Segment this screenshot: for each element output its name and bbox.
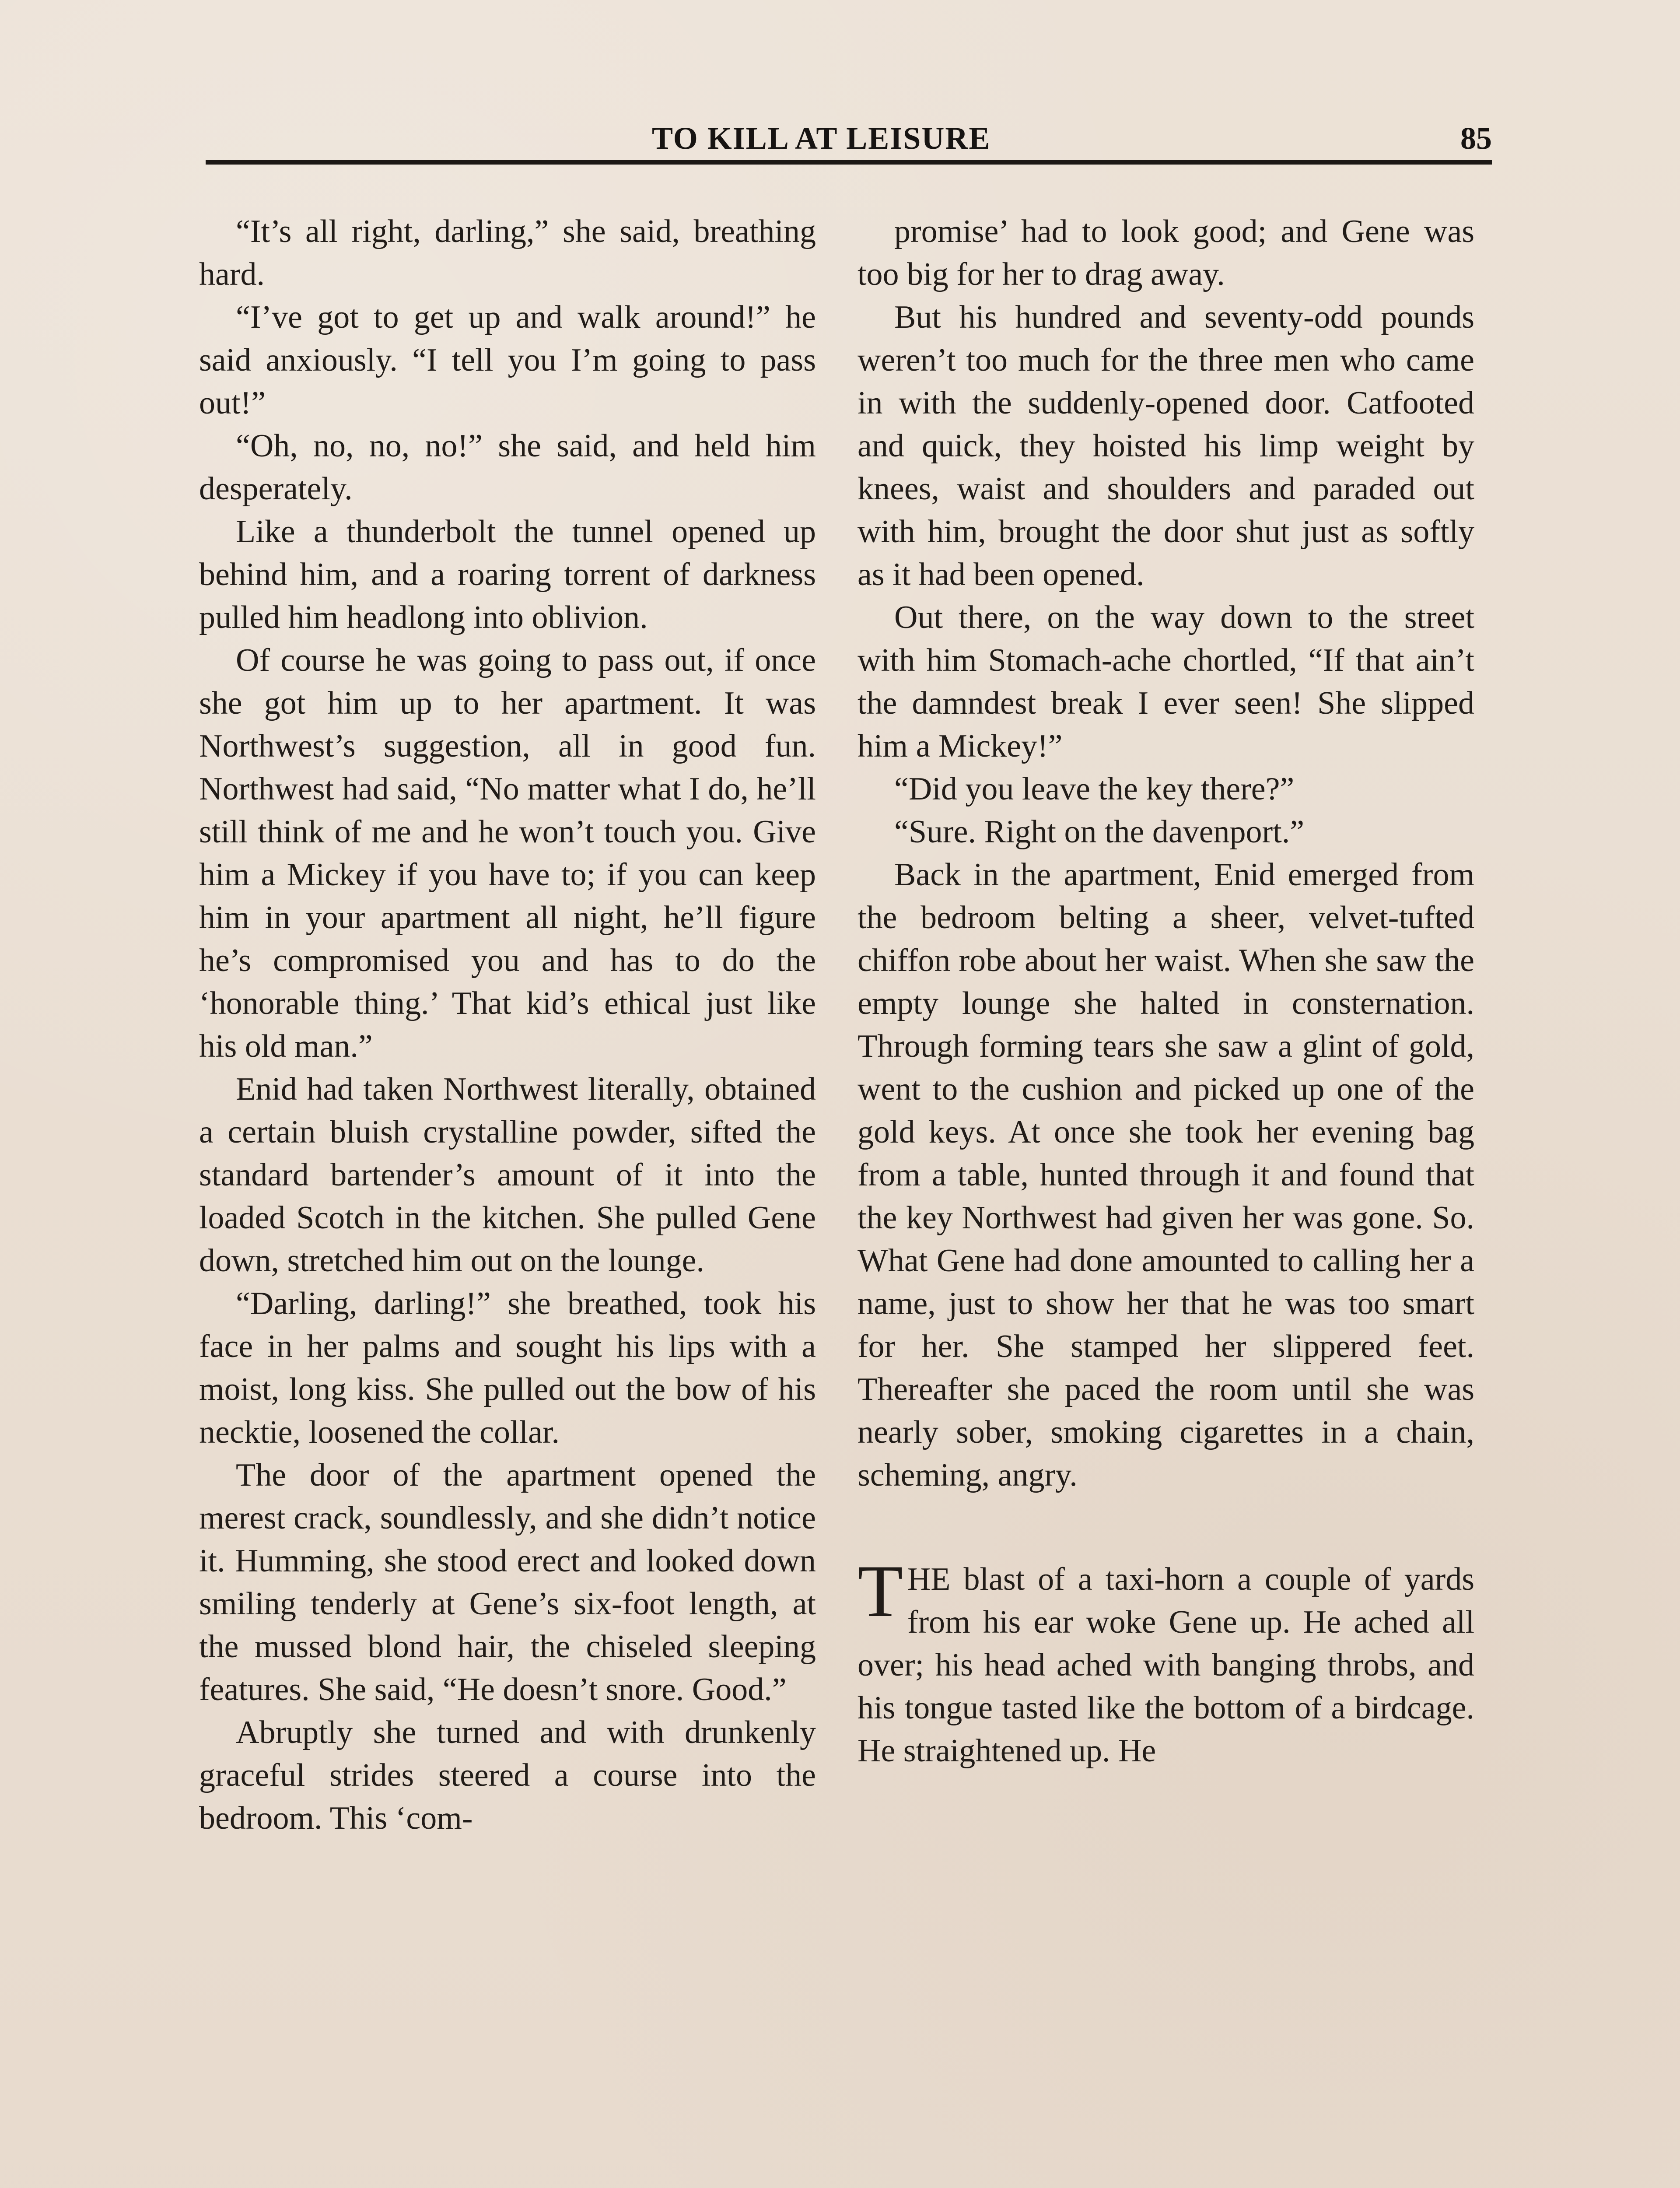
right-paragraph-1: promise’ had to look good; and Gene was too big for her to drag away.	[858, 214, 1474, 292]
left-paragraph-5: Of course he was going to pass out, if once she got him up to her apartment. It was Northwest’s suggestion, all in good fun. Northwest had said, “No matter what I do, he’ll still think of me and he won’t touch you. Give him a Mickey if you have to; if you can keep him in your apartment all night, he’ll figure he’s compromised you and has to do the ‘honorable thing.’ That kid’s ethical just like his old man.”	[199, 642, 816, 1064]
page-number: 85	[1460, 121, 1492, 156]
right-column	[858, 210, 1474, 2100]
right-paragraph-4: “Did you leave the key there?”	[894, 771, 1295, 807]
running-title: TO KILL AT LEISURE	[652, 121, 991, 156]
left-paragraph-4: Like a thunderbolt the tunnel opened up behind him, and a roaring torrent of darkness pulled him headlong into oblivion.	[199, 514, 816, 635]
section-break	[858, 1497, 1474, 1558]
left-paragraph-1: “It’s all right, darling,” she said, breathing hard.	[199, 214, 816, 292]
right-paragraph-5: “Sure. Right on the davenport.”	[894, 814, 1305, 850]
right-paragraph-3: Out there, on the way down to the street with him Stomach-ache chortled, “If that ain’t the damndest break I ever seen! She slipped him a Mickey!”	[858, 600, 1474, 764]
right-paragraph-6: Back in the apartment, Enid emerged from the bedroom belting a sheer, velvet-tufted chiffon robe about her waist. When she saw the empty lounge she halted in consternation. Through forming tears she saw a glint of gold, went to the cushion and picked up one of the gold keys. At once she took her evening bag from a table, hunted through it and found that the key Northwest had given her was gone. So. What Gene had done amounted to calling her a name, just to show her that he was too smart for her. She stamped her slippered feet. Thereafter she paced the room until she was nearly sober, smoking cigarettes in a chain, scheming, angry.	[858, 857, 1474, 1493]
left-paragraph-3: “Oh, no, no, no!” she said, and held him desperately.	[199, 428, 816, 507]
header-rule	[206, 160, 1492, 165]
section-start-paragraph	[858, 1550, 1474, 1772]
left-column	[199, 210, 816, 2100]
drop-cap: T	[858, 1550, 903, 1632]
right-paragraph-2: But his hundred and seventy-odd pounds weren’t too much for the three men who came in with the suddenly-opened door. Catfooted and quick, they hoisted his limp weight by knees, waist and shoulders and paraded out with him, brought the door shut just as softly as it had been opened.	[858, 299, 1474, 593]
left-paragraph-2: “I’ve got to get up and walk around!” he said anxiously. “I tell you I’m going to pass out!”	[199, 299, 816, 421]
left-paragraph-7: “Darling, darling!” she breathed, took his face in her palms and sought his lips with a moist, long kiss. She pulled out the bow of his necktie, loosened the collar.	[199, 1286, 816, 1450]
page-header	[206, 112, 1492, 175]
left-paragraph-9: Abruptly she turned and with drunkenly graceful strides steered a course into the bedroom. This ‘com-	[199, 1715, 816, 1836]
left-paragraph-6: Enid had taken Northwest literally, obtained a certain bluish crystalline powder, sifted the standard bartender’s amount of it into the loaded Scotch in the kitchen. She pulled Gene down, stretched him out on the lounge.	[199, 1071, 816, 1279]
left-paragraph-8: The door of the apartment opened the merest crack, soundlessly, and she didn’t notice it. Humming, she stood erect and looked down smiling tenderly at Gene’s six-foot length, at the mussed blond hair, the chiseled sleeping features. She said, “He doesn’t snore. Good.”	[199, 1457, 816, 1708]
section-start-text: HE blast of a taxi-horn a couple of yards from his ear woke Gene up. He ached all over; his head ached with banging throbs, and his tongue tasted like the bottom of a birdcage. He straightened up. He	[858, 1561, 1474, 1769]
